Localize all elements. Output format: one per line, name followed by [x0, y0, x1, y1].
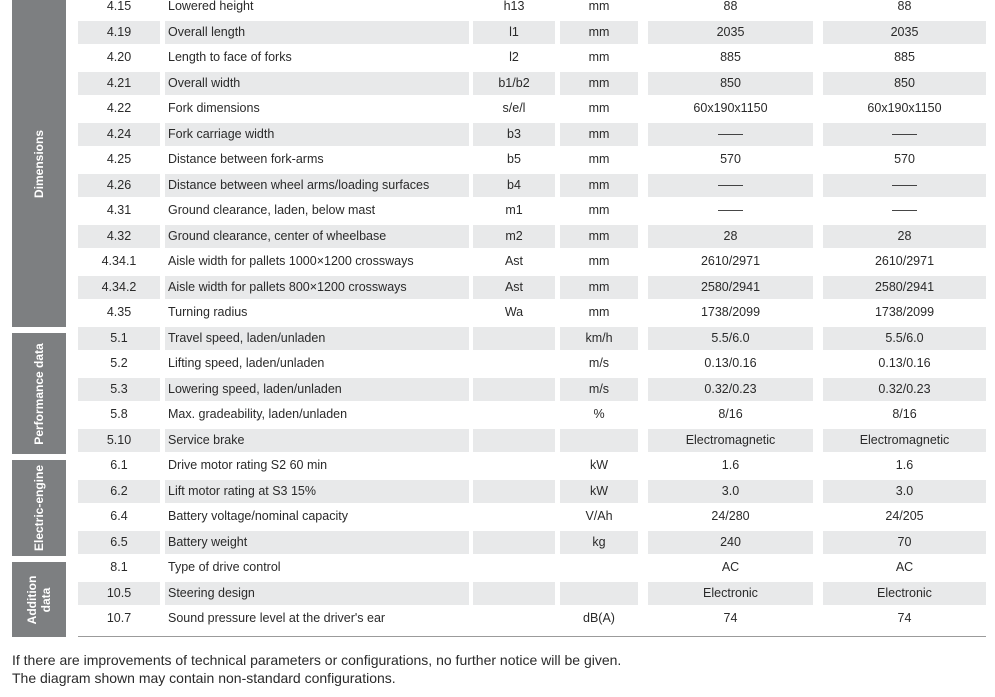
cell-unit: dB(A) — [583, 611, 615, 625]
section-label-text: Performance data — [32, 342, 46, 445]
cell-v2: —— — [892, 203, 917, 217]
cell-sym — [473, 556, 555, 580]
cell-v2: 28 — [823, 225, 986, 249]
cell-desc: Ground clearance, center of wheelbase — [165, 225, 469, 249]
cell-sym: l1 — [473, 21, 555, 45]
table-row — [0, 249, 995, 275]
cell-sym — [473, 582, 555, 606]
cell-v2: 850 — [823, 72, 986, 96]
table-row — [0, 224, 995, 250]
cell-sym: b3 — [473, 123, 555, 147]
cell-sym: h13 — [503, 0, 525, 13]
table-row — [0, 147, 995, 173]
cell-v2: 2035 — [823, 21, 986, 45]
cell-v1: 240 — [648, 531, 813, 555]
cell-v2: Electronic — [823, 582, 986, 606]
cell-v1: 3.0 — [648, 480, 813, 504]
cell-desc: Battery voltage/nominal capacity — [168, 509, 348, 523]
cell-num: 6.4 — [110, 509, 128, 523]
cell-sym — [473, 378, 555, 402]
cell-unit: mm — [588, 152, 610, 166]
cell-v2: 8/16 — [892, 407, 917, 421]
cell-unit — [560, 582, 638, 606]
cell-sym: b5 — [507, 152, 521, 166]
cell-desc: Aisle width for pallets 800×1200 crossways — [165, 276, 469, 300]
cell-unit: kW — [589, 458, 609, 472]
cell-v1: 2035 — [648, 21, 813, 45]
cell-num: 5.8 — [110, 407, 128, 421]
cell-desc: Max. gradeability, laden/unladen — [168, 407, 348, 421]
cell-unit — [560, 429, 638, 453]
cell-sym — [473, 531, 555, 555]
cell-num: 5.1 — [78, 327, 160, 351]
table-row — [0, 479, 995, 505]
cell-desc: Overall length — [165, 21, 469, 45]
cell-num: 5.3 — [78, 378, 160, 402]
cell-v1: 2580/2941 — [648, 276, 813, 300]
cell-desc: Distance between fork-arms — [168, 152, 324, 166]
table-row — [0, 530, 995, 556]
cell-num: 4.22 — [106, 101, 132, 115]
cell-num: 4.35 — [106, 305, 132, 319]
cell-num: 6.2 — [78, 480, 160, 504]
cell-desc: Aisle width for pallets 1000×1200 crossways — [168, 254, 414, 268]
cell-v2: 60x190x1150 — [867, 101, 942, 115]
cell-v1: Electronic — [648, 582, 813, 606]
table-row — [0, 606, 995, 632]
cell-desc: Service brake — [165, 429, 469, 453]
cell-v2: 2610/2971 — [874, 254, 935, 268]
cell-unit: mm — [560, 72, 638, 96]
table-row — [0, 351, 995, 377]
cell-v2: 885 — [894, 50, 915, 64]
cell-num: 6.5 — [78, 531, 160, 555]
cell-v2: 1.6 — [895, 458, 914, 472]
cell-desc: Fork carriage width — [165, 123, 469, 147]
cell-desc: Lifting speed, laden/unladen — [168, 356, 325, 370]
cell-unit: mm — [560, 276, 638, 300]
table-row — [0, 71, 995, 97]
cell-v2: 0.13/0.16 — [878, 356, 931, 370]
cell-unit: mm — [560, 123, 638, 147]
cell-num: 4.32 — [78, 225, 160, 249]
cell-sym: m1 — [505, 203, 523, 217]
cell-desc: Turning radius — [168, 305, 248, 319]
table-row — [0, 581, 995, 607]
cell-unit: mm — [588, 305, 610, 319]
cell-unit: mm — [560, 225, 638, 249]
cell-sym — [473, 327, 555, 351]
cell-unit: m/s — [588, 356, 610, 370]
cell-desc: Fork dimensions — [168, 101, 260, 115]
cell-num: 4.20 — [106, 50, 132, 64]
cell-desc: Battery weight — [165, 531, 469, 555]
cell-sym — [473, 429, 555, 453]
cell-sym: Ast — [473, 276, 555, 300]
cell-desc: Distance between wheel arms/loading surfaces — [165, 174, 469, 198]
cell-v1: —— — [648, 123, 813, 147]
cell-v1: 88 — [723, 0, 738, 13]
cell-sym: m2 — [473, 225, 555, 249]
cell-v2: 24/205 — [885, 509, 924, 523]
cell-v1: 24/280 — [711, 509, 750, 523]
cell-num: 4.19 — [78, 21, 160, 45]
cell-v1: 0.32/0.23 — [648, 378, 813, 402]
cell-unit: mm — [588, 50, 610, 64]
cell-sym — [473, 403, 555, 427]
cell-num: 4.24 — [78, 123, 160, 147]
cell-unit: mm — [588, 0, 610, 13]
cell-unit: mm — [588, 203, 610, 217]
cell-desc: Length to face of forks — [168, 50, 292, 64]
table-row — [0, 555, 995, 581]
table-row — [0, 326, 995, 352]
cell-sym — [473, 352, 555, 376]
table-row — [0, 504, 995, 530]
cell-v2: 2580/2941 — [823, 276, 986, 300]
cell-desc: Overall width — [165, 72, 469, 96]
cell-sym: b1/b2 — [473, 72, 555, 96]
cell-v1: 60x190x1150 — [693, 101, 768, 115]
cell-unit: m/s — [560, 378, 638, 402]
cell-num: 4.15 — [106, 0, 132, 13]
cell-unit: mm — [588, 254, 610, 268]
cell-sym: s/e/l — [502, 101, 526, 115]
cell-v2: 70 — [823, 531, 986, 555]
cell-sym — [473, 607, 555, 631]
cell-v1: —— — [648, 174, 813, 198]
cell-v1: 570 — [720, 152, 741, 166]
table-row — [0, 428, 995, 454]
cell-unit: kW — [560, 480, 638, 504]
cell-num: 4.21 — [78, 72, 160, 96]
cell-v2: —— — [823, 174, 986, 198]
cell-v2: 0.32/0.23 — [823, 378, 986, 402]
cell-num: 5.2 — [110, 356, 128, 370]
cell-unit: mm — [588, 101, 610, 115]
cell-v2: 1738/2099 — [874, 305, 935, 319]
cell-sym — [473, 480, 555, 504]
table-row — [0, 122, 995, 148]
table-row — [0, 20, 995, 46]
cell-v1: 885 — [720, 50, 741, 64]
cell-num: 5.10 — [78, 429, 160, 453]
cell-v1: 74 — [723, 611, 738, 625]
cell-v1: 1738/2099 — [700, 305, 761, 319]
cell-num: 8.1 — [110, 560, 128, 574]
table-row — [0, 300, 995, 326]
cell-sym: Ast — [504, 254, 524, 268]
cell-desc: Drive motor rating S2 60 min — [168, 458, 328, 472]
cell-v2: 74 — [897, 611, 912, 625]
cell-sym: l2 — [509, 50, 519, 64]
table-row — [0, 45, 995, 71]
cell-unit: V/Ah — [585, 509, 613, 523]
cell-sym — [473, 454, 555, 478]
cell-unit: km/h — [560, 327, 638, 351]
cell-unit: mm — [560, 174, 638, 198]
footnote-configurations: The diagram shown may contain non-standard configurations. — [12, 670, 396, 686]
cell-v1: 1.6 — [721, 458, 740, 472]
table-row — [0, 275, 995, 301]
table-row — [0, 0, 995, 20]
cell-sym: b4 — [473, 174, 555, 198]
cell-v1: 8/16 — [718, 407, 743, 421]
cell-num: 6.1 — [110, 458, 128, 472]
cell-desc: Travel speed, laden/unladen — [165, 327, 469, 351]
cell-v1: —— — [718, 203, 743, 217]
cell-num: 10.5 — [78, 582, 160, 606]
cell-v1: AC — [721, 560, 740, 574]
table-row — [0, 402, 995, 428]
section-label-text: Addition data — [25, 575, 53, 624]
cell-v2: 88 — [897, 0, 912, 13]
table-row — [0, 198, 995, 224]
cell-v1: 2610/2971 — [700, 254, 761, 268]
cell-num: 4.34.2 — [78, 276, 160, 300]
cell-num: 4.25 — [106, 152, 132, 166]
cell-sym: Wa — [504, 305, 524, 319]
cell-sym — [473, 505, 555, 529]
cell-v2: Electromagnetic — [823, 429, 986, 453]
section-label-text: Dimensions — [32, 129, 46, 198]
section-label-text: Electric-engine — [32, 464, 46, 552]
footnote-notice: If there are improvements of technical parameters or configurations, no further notice will be given. — [12, 652, 622, 668]
cell-unit: mm — [560, 21, 638, 45]
cell-unit: % — [593, 407, 605, 421]
cell-unit: kg — [560, 531, 638, 555]
cell-num: 4.34.1 — [101, 254, 137, 268]
cell-v2: —— — [823, 123, 986, 147]
cell-v1: 28 — [648, 225, 813, 249]
cell-desc: Sound pressure level at the driver's ear — [168, 611, 386, 625]
cell-desc: Lift motor rating at S3 15% — [165, 480, 469, 504]
table-row — [0, 453, 995, 479]
cell-v2: 3.0 — [823, 480, 986, 504]
cell-desc: Steering design — [165, 582, 469, 606]
cell-unit — [560, 556, 638, 580]
cell-v1: 0.13/0.16 — [704, 356, 757, 370]
cell-num: 4.31 — [106, 203, 132, 217]
cell-desc: Lowering speed, laden/unladen — [165, 378, 469, 402]
cell-v1: Electromagnetic — [648, 429, 813, 453]
cell-v1: 850 — [648, 72, 813, 96]
cell-num: 10.7 — [106, 611, 132, 625]
cell-v2: 5.5/6.0 — [823, 327, 986, 351]
cell-desc: Lowered height — [168, 0, 254, 13]
cell-v1: 5.5/6.0 — [648, 327, 813, 351]
cell-v2: AC — [895, 560, 914, 574]
table-row — [0, 377, 995, 403]
cell-num: 4.26 — [78, 174, 160, 198]
cell-v2: 570 — [894, 152, 915, 166]
table-row — [0, 173, 995, 199]
cell-desc: Ground clearance, laden, below mast — [168, 203, 376, 217]
cell-desc: Type of drive control — [168, 560, 281, 574]
table-bottom-rule — [78, 636, 986, 637]
table-row — [0, 96, 995, 122]
